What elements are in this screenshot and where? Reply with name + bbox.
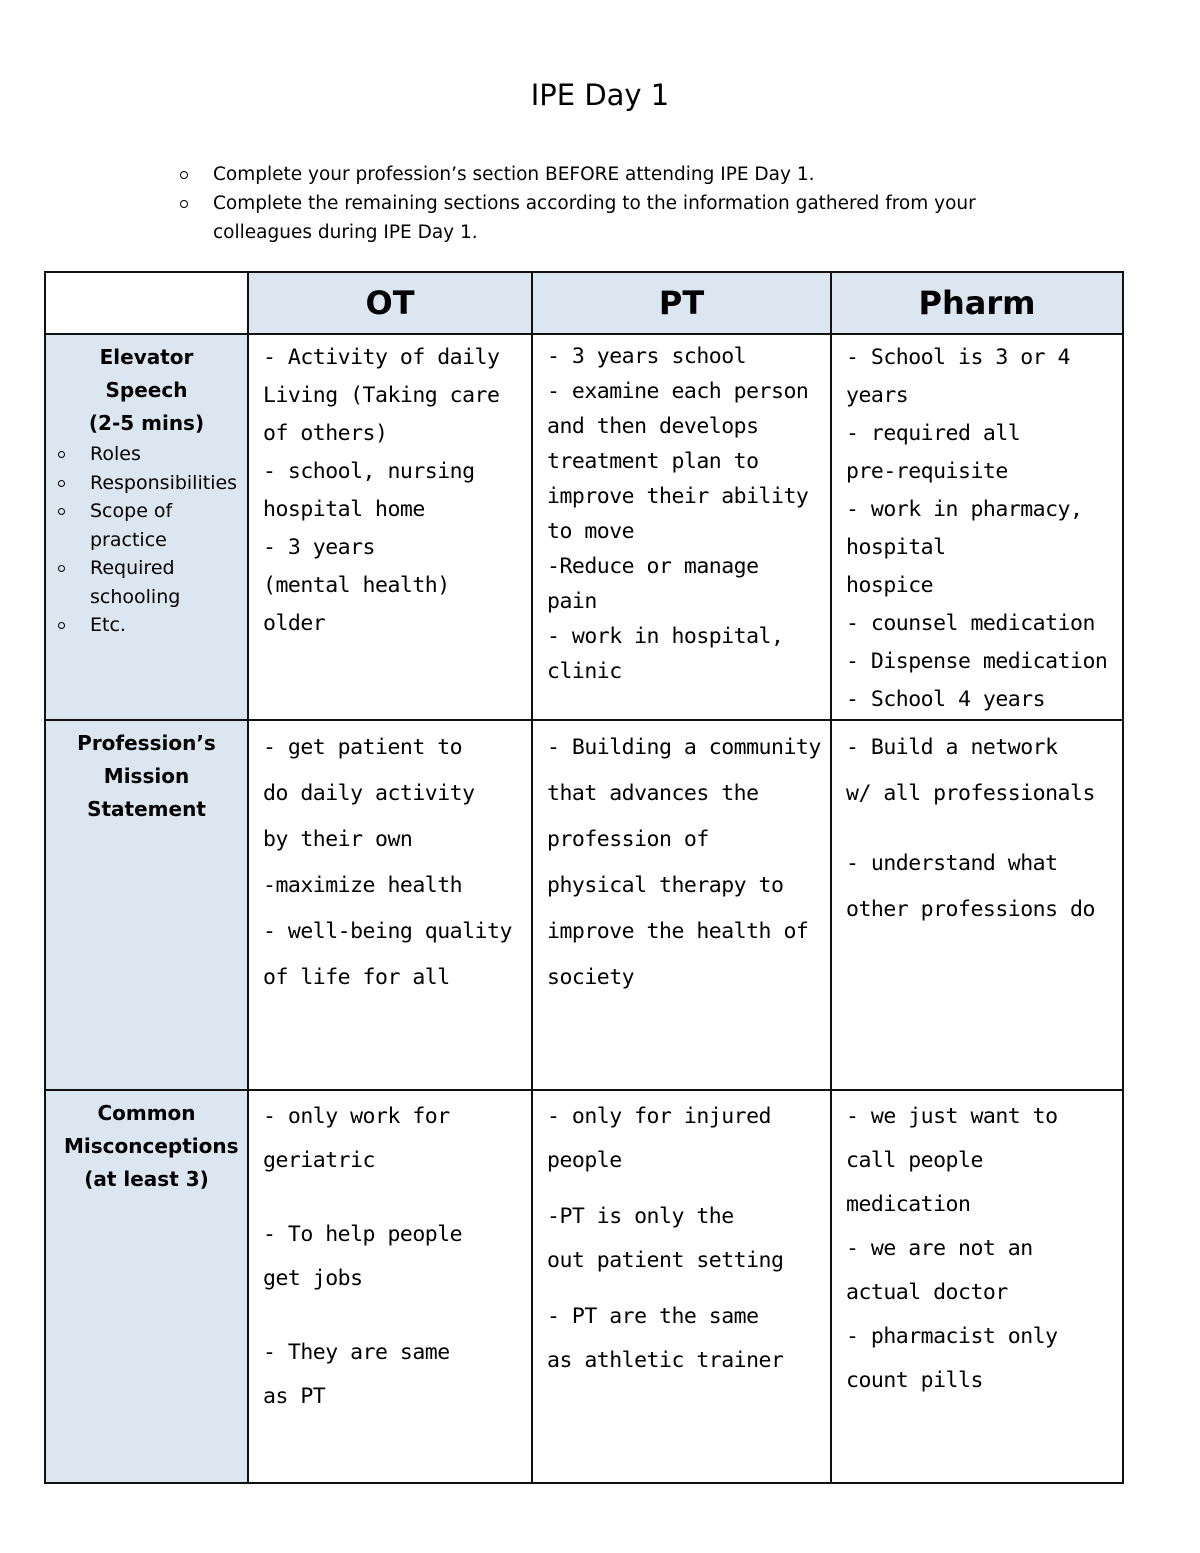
handwritten-line: Living (Taking care [263, 383, 500, 408]
row-label-line: (at least 3) [84, 1167, 209, 1191]
handwritten-line: - we just want to [846, 1104, 1058, 1129]
handwritten-line: of life for all [263, 965, 450, 990]
handwritten-line: people [547, 1148, 622, 1173]
handwritten-line: w/ all professionals [846, 781, 1095, 806]
handwritten-line: - examine each person [547, 379, 809, 404]
handwritten-line: - required all [846, 421, 1021, 446]
handwritten-line: of others) [263, 421, 388, 446]
handwritten-line: - work in hospital, clinic [547, 624, 784, 684]
handwritten-line: - PT are the same [547, 1304, 759, 1329]
row-mission-statement [45, 720, 1123, 1090]
cell-misconceptions-ot [248, 1090, 532, 1483]
cell-misconceptions-pharm [831, 1090, 1123, 1483]
handwritten-line: - well-being quality [263, 919, 512, 944]
handwritten-line: treatment plan to [547, 449, 759, 474]
handwritten-line: - only work for [263, 1104, 450, 1129]
row-label-bullet: Required schooling [46, 554, 247, 611]
handwritten-line: physical therapy to [547, 873, 784, 898]
row-common-misconceptions [45, 1090, 1123, 1483]
handwritten-line: - Building a community [547, 735, 821, 760]
handwritten-line: as PT [263, 1384, 326, 1409]
cell-elevator-ot [248, 334, 532, 720]
row-label-bullet: Roles [46, 440, 247, 469]
handwritten-line: -Reduce or manage [547, 554, 759, 579]
header-row [45, 272, 1123, 334]
row-label-line: Common [97, 1101, 196, 1125]
column-header-ot: OT [248, 272, 532, 334]
handwritten-line: - Build a network [846, 735, 1058, 760]
cell-mission-pharm [831, 720, 1123, 1090]
handwritten-line: out patient setting [547, 1248, 784, 1273]
handwritten-line: - only for injured [547, 1104, 771, 1129]
instructions-list [175, 160, 1055, 247]
cell-misconceptions-pt [532, 1090, 831, 1483]
handwritten-line: - They are same [263, 1340, 450, 1365]
row-label-bullets [46, 440, 247, 640]
row-elevator-speech [45, 334, 1123, 720]
handwritten-line: pre-requisite [846, 459, 1008, 484]
handwritten-line: improve the health of [547, 919, 809, 944]
handwritten-line: hospital home [263, 497, 425, 522]
handwritten-line: do daily activity [263, 781, 475, 806]
handwritten-line: actual doctor [846, 1280, 1008, 1305]
handwritten-line: - To help people [263, 1222, 463, 1247]
handwritten-line: and then develops [547, 414, 759, 439]
handwritten-line: older [263, 611, 326, 636]
handwritten-line: - pharmacist only [846, 1324, 1058, 1349]
handwritten-line: that advances the [547, 781, 759, 806]
handwritten-line: pain [547, 589, 597, 614]
row-label-mission-statement [45, 720, 248, 1090]
handwritten-line: - School is 3 or 4 years [846, 345, 1070, 408]
handwritten-line: - School 4 years [846, 687, 1046, 712]
handwritten-line: - we are not an [846, 1236, 1033, 1261]
handwritten-line: other professions do [846, 897, 1095, 922]
handwritten-line: society [547, 965, 635, 990]
row-label-common-misconceptions [45, 1090, 248, 1483]
row-label-line: Statement [87, 797, 206, 821]
row-label-elevator-speech [45, 334, 248, 720]
handwritten-line: -PT is only the [547, 1204, 734, 1229]
page-title: IPE Day 1 [530, 78, 670, 112]
column-header-pharm: Pharm [831, 272, 1123, 334]
handwritten-line: - Activity of daily [263, 345, 500, 370]
handwritten-line: to move [547, 519, 635, 544]
handwritten-line: - 3 years [263, 535, 375, 560]
handwritten-line: - 3 years school [547, 344, 747, 369]
instruction-item: Complete your profession’s section BEFORE attending IPE Day 1. [175, 160, 1055, 189]
handwritten-line: call people medication [846, 1148, 983, 1217]
handwritten-line: by their own [263, 827, 413, 852]
handwritten-line: as athletic trainer [547, 1348, 784, 1373]
cell-mission-ot [248, 720, 532, 1090]
handwritten-line: improve their ability [547, 484, 809, 509]
row-label-bullet: Etc. [46, 611, 247, 640]
handwritten-line: count pills [846, 1368, 983, 1393]
handwritten-line: geriatric [263, 1148, 375, 1173]
row-label-line: Misconceptions [64, 1134, 239, 1158]
row-label-line: Profession’s [77, 731, 216, 755]
handwritten-line: (mental health) [263, 573, 450, 598]
row-label-bullet: Scope of practice [46, 497, 247, 554]
row-label-bullet: Responsibilities [46, 469, 247, 498]
cell-mission-pt [532, 720, 831, 1090]
ipe-worksheet-table [44, 271, 1124, 1484]
handwritten-line: profession of [547, 827, 709, 852]
handwritten-line: - counsel medication [846, 611, 1095, 636]
row-label-line: Speech [105, 378, 188, 402]
row-label-line: Mission [103, 764, 190, 788]
row-label-line: (2-5 mins) [88, 411, 205, 435]
handwritten-line: - work in pharmacy, hospital [846, 497, 1083, 560]
header-blank-cell [45, 272, 248, 334]
handwritten-line: get jobs [263, 1266, 363, 1291]
handwritten-line: -maximize health [263, 873, 463, 898]
instruction-item: Complete the remaining sections according to the information gathered from your colleagues during IPE Day 1. [175, 189, 1055, 247]
handwritten-line: - get patient to [263, 735, 463, 760]
handwritten-line: - Dispense medication [846, 649, 1108, 674]
handwritten-line: hospice [846, 573, 934, 598]
handwritten-line: - understand what [846, 851, 1058, 876]
handwritten-line: - school, nursing [263, 459, 475, 484]
cell-elevator-pt [532, 334, 831, 720]
row-label-line: Elevator [99, 345, 194, 369]
column-header-pt: PT [532, 272, 831, 334]
cell-elevator-pharm [831, 334, 1123, 720]
